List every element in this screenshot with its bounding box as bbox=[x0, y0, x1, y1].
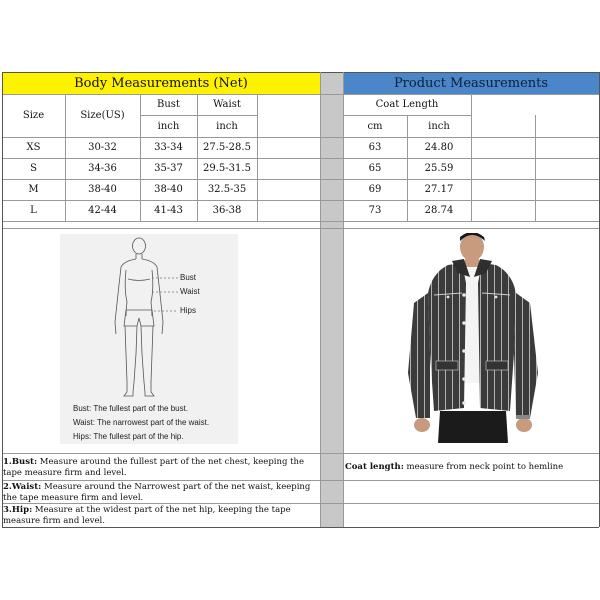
cell: 35-37 bbox=[154, 163, 183, 174]
cell: 69 bbox=[368, 184, 382, 195]
gray-divider-column bbox=[320, 73, 343, 527]
col-size-us: Size(US) bbox=[80, 110, 125, 121]
product-measurements-title: Product Measurements bbox=[393, 76, 549, 91]
cell: 29.5-31.5 bbox=[203, 163, 251, 174]
cell: 27.5-28.5 bbox=[203, 142, 251, 153]
unit-inch: inch bbox=[428, 121, 450, 132]
cell: 65 bbox=[368, 163, 382, 174]
cell: 30-32 bbox=[88, 142, 117, 153]
cell: 25.59 bbox=[424, 163, 454, 174]
cell: 63 bbox=[368, 142, 382, 153]
body-figure-panel bbox=[60, 234, 238, 444]
instruction-bust: 1.Bust: Measure around the fullest part of the net chest, keeping the tape measure firm and level. bbox=[3, 457, 305, 478]
cell: 27.17 bbox=[424, 184, 454, 195]
cell: 38-40 bbox=[88, 184, 117, 195]
instruction-hip: 3.Hip: Measure at the widest part of the net hip, keeping the tape measure firm and level. bbox=[3, 505, 291, 526]
body-measurements-title: Body Measurements (Net) bbox=[74, 76, 248, 91]
legend-waist: Waist: The narrowest part of the waist. bbox=[73, 418, 210, 427]
cell: 41-43 bbox=[154, 205, 183, 216]
unit-waist: inch bbox=[216, 121, 238, 132]
label-waist: Waist bbox=[180, 287, 200, 296]
jacket-illustration bbox=[400, 233, 545, 443]
instruction-waist: 2.Waist: Measure around the Narrowest part of the net waist, keeping the tape measure firm and level. bbox=[3, 482, 311, 503]
col-bust: Bust bbox=[157, 99, 180, 110]
cell: 32.5-35 bbox=[207, 184, 247, 195]
cell: 28.74 bbox=[424, 205, 454, 216]
legend-hips: Hips: The fullest part of the hip. bbox=[73, 432, 184, 441]
cell: S bbox=[30, 163, 37, 174]
col-waist: Waist bbox=[213, 99, 241, 110]
cell: 34-36 bbox=[88, 163, 117, 174]
cell: XS bbox=[26, 142, 41, 153]
unit-cm: cm bbox=[367, 121, 383, 132]
legend-bust: Bust: The fullest part of the bust. bbox=[73, 404, 189, 413]
coat-length-note: Coat length: measure from neck point to hemline bbox=[345, 462, 564, 472]
col-size: Size bbox=[22, 110, 45, 121]
col-coat-length: Coat Length bbox=[375, 99, 439, 110]
cell: M bbox=[28, 184, 39, 195]
label-bust: Bust bbox=[180, 273, 197, 282]
cell: 38-40 bbox=[154, 184, 183, 195]
product-photo bbox=[400, 233, 545, 443]
cell: 73 bbox=[368, 205, 382, 216]
cell: 42-44 bbox=[88, 205, 117, 216]
label-hips: Hips bbox=[180, 306, 197, 315]
cell: 33-34 bbox=[154, 142, 183, 153]
cell: 24.80 bbox=[424, 142, 454, 153]
cell: L bbox=[30, 205, 37, 216]
unit-bust: inch bbox=[157, 121, 180, 132]
cell: 36-38 bbox=[212, 205, 242, 216]
